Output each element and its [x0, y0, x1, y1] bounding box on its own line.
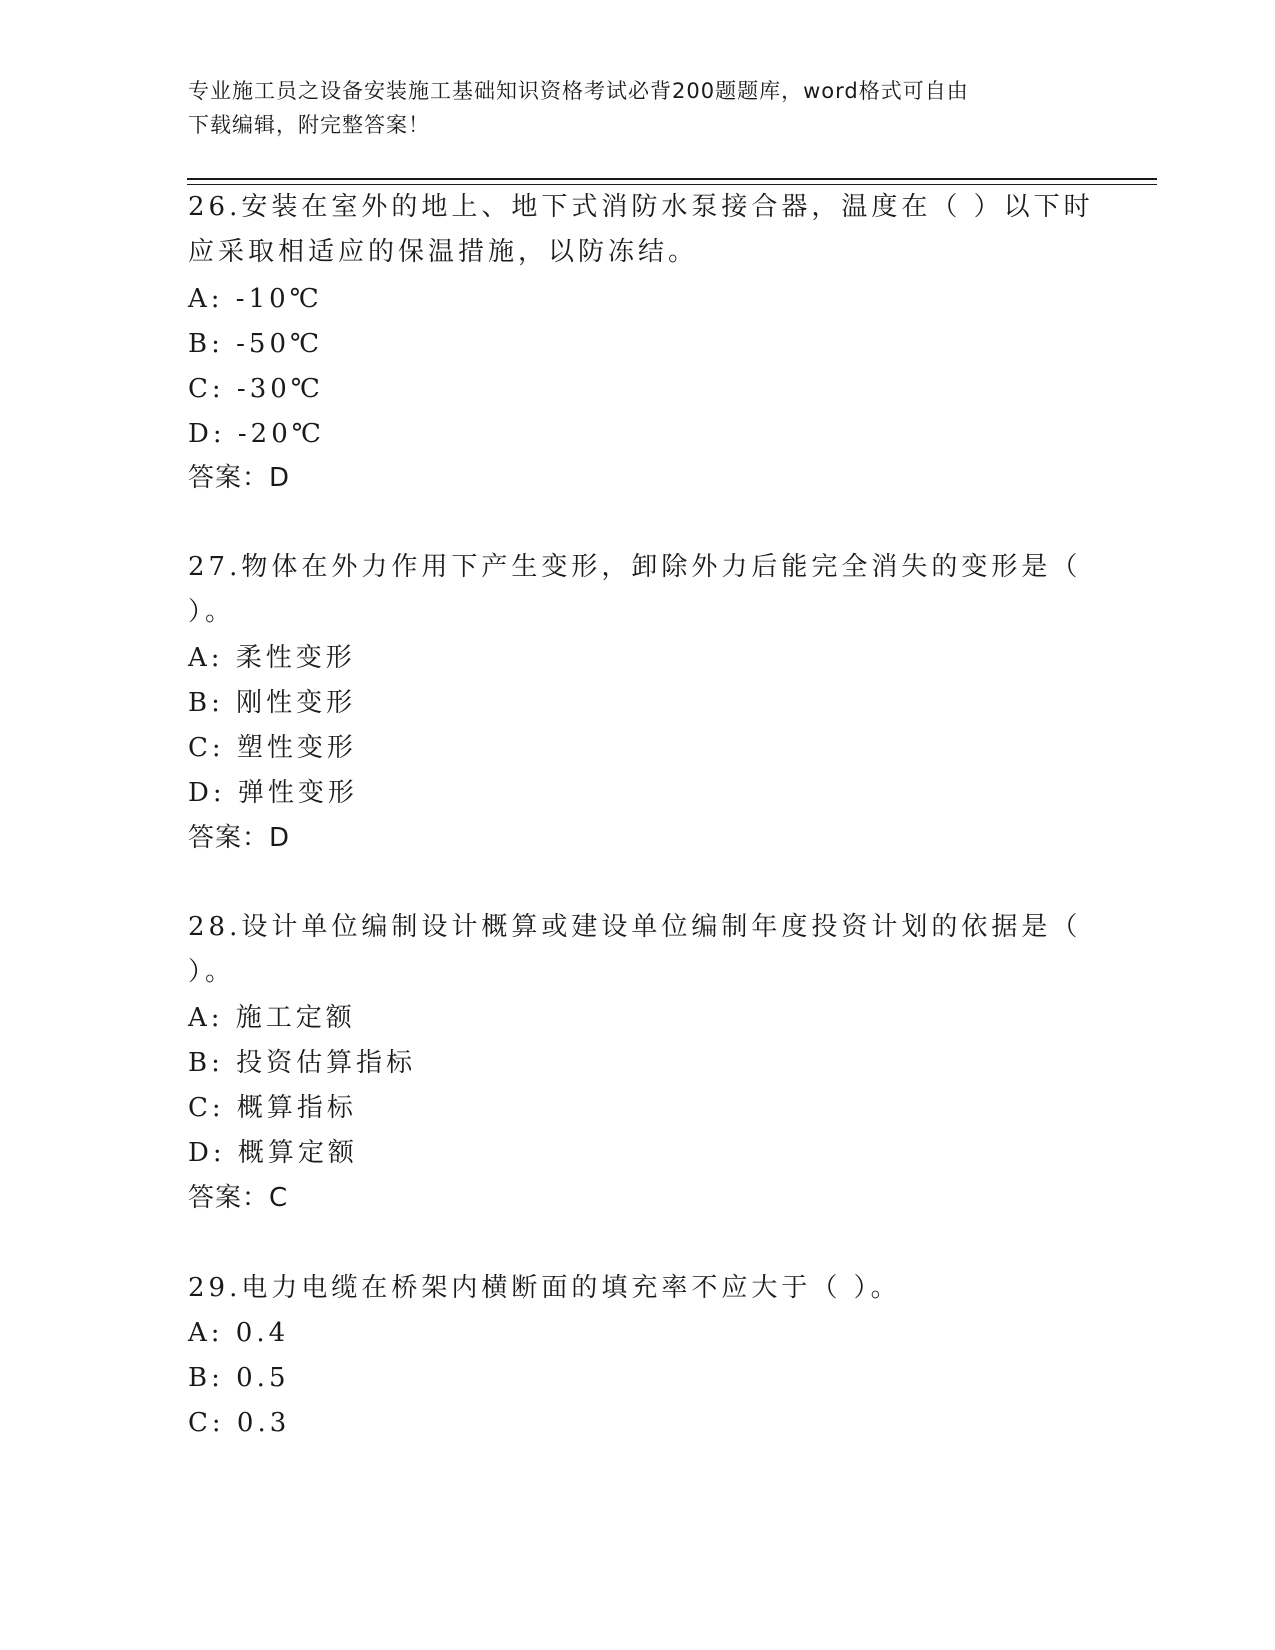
header-line-2: 下载编辑，附完整答案！: [188, 113, 430, 137]
header-divider-thick: [187, 178, 1157, 180]
option-a: A: -10℃: [188, 284, 323, 314]
option-a: A: 0.4: [188, 1318, 290, 1348]
option-b: B: 投资估算指标: [188, 1048, 417, 1078]
question-stem-continued: 应采取相适应的保温措施，以防冻结。: [188, 237, 699, 267]
question-stem-continued: ）。: [188, 597, 236, 627]
option-c: C: -30℃: [188, 374, 324, 404]
question-stem-continued: ）。: [188, 957, 236, 987]
header-divider-thin: [187, 184, 1157, 185]
option-c: C: 0.3: [188, 1408, 291, 1438]
question-stem: 28.设计单位编制设计概算或建设单位编制年度投资计划的依据是（: [188, 912, 1082, 942]
option-d: D: -20℃: [188, 419, 325, 449]
question-stem: 29.电力电缆在桥架内横断面的填充率不应大于（ ）。: [188, 1273, 901, 1303]
option-c: C: 概算指标: [188, 1093, 357, 1123]
answer: 答案：C: [188, 1183, 289, 1213]
option-a: A: 施工定额: [188, 1003, 356, 1033]
option-c: C: 塑性变形: [188, 733, 357, 763]
question-stem: 27.物体在外力作用下产生变形，卸除外力后能完全消失的变形是（: [188, 552, 1082, 582]
option-b: B: 刚性变形: [188, 688, 357, 718]
option-b: B: -50℃: [188, 329, 324, 359]
option-a: A: 柔性变形: [188, 643, 356, 673]
answer: 答案：D: [188, 823, 291, 853]
answer: 答案：D: [188, 463, 291, 493]
option-d: D: 概算定额: [188, 1138, 358, 1168]
document-header: [188, 74, 1088, 142]
question-stem: 26.安装在室外的地上、地下式消防水泵接合器，温度在（ ）以下时: [188, 192, 1094, 222]
option-d: D: 弹性变形: [188, 778, 358, 808]
header-line-1: 专业施工员之设备安装施工基础知识资格考试必背200题题库，word格式可自由: [188, 79, 969, 103]
option-b: B: 0.5: [188, 1363, 290, 1393]
